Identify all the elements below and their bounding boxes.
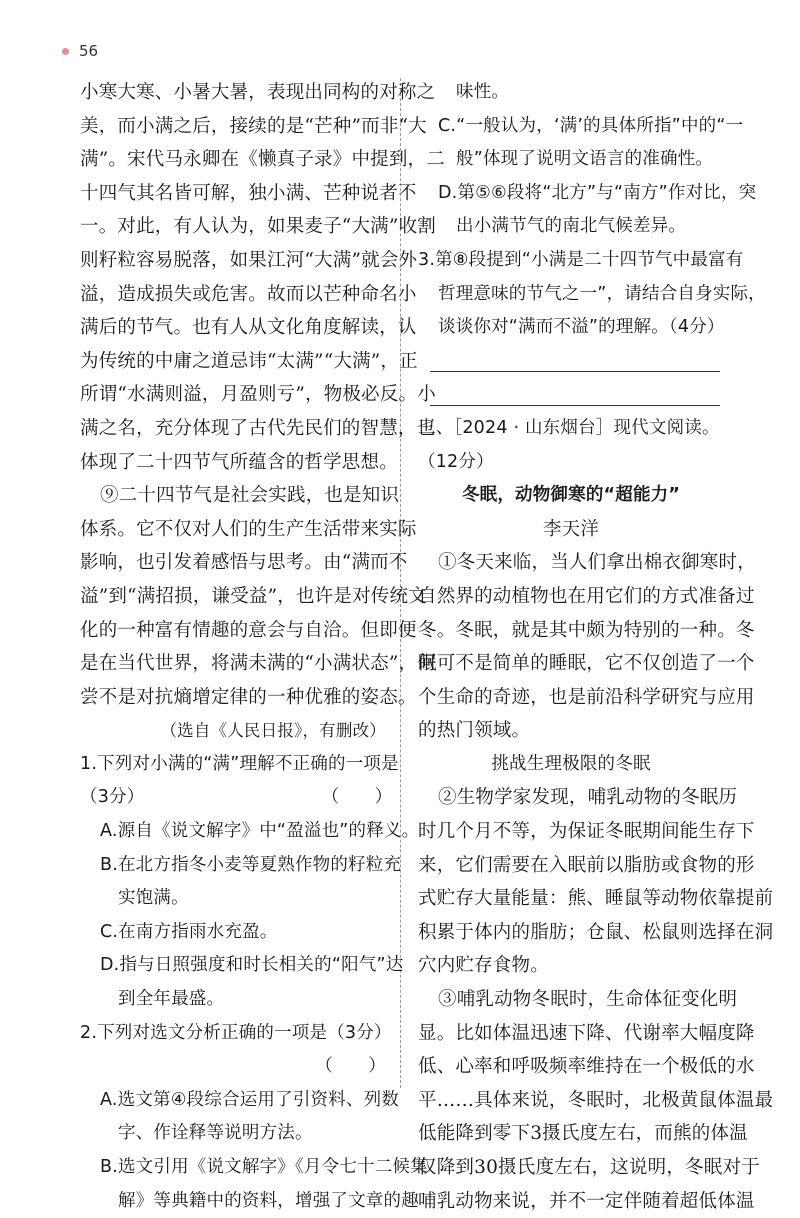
text-line: ⑨二十四节气是社会实践，也是知识: [100, 485, 400, 507]
text-line: 平……具体来说，冬眠时，北极黄鼠体温最: [418, 1089, 774, 1111]
text-line: B.在北方指冬小麦等夏熟作物的籽粒充: [100, 854, 402, 875]
page-number: 56: [79, 42, 99, 60]
text-line: 时几个月不等，为保证冬眠期间能生存下: [418, 821, 755, 843]
text-line: D.指与日照强度和时长相关的“阳气”达: [100, 955, 404, 976]
text-line: 3.第⑧段提到“小满是二十四节气中最富有: [418, 249, 744, 270]
text-line: 溢”到“满招损，谦受益”，也许是对传统文: [80, 585, 427, 607]
text-line: C.在南方指雨水充盈。: [100, 921, 278, 942]
text-line: （3分） （ ）: [80, 787, 393, 808]
text-line: 哲理意味的节气之一”，请结合自身实际，: [438, 283, 766, 304]
text-line: 般”体现了说明文语言的准确性。: [456, 149, 714, 170]
text-line: 十四气其名皆可解，独小满、芒种说者不: [80, 182, 417, 204]
text-line: 李天洋: [542, 518, 600, 540]
text-line: 谈谈你对“满而不溢”的理解。（4分）: [438, 317, 725, 338]
text-line: （选自《人民日报》，有删改）: [160, 721, 386, 741]
text-line: 个生命的奇迹，也是前沿科学研究与应用: [418, 686, 755, 708]
text-line: 冬。冬眠，就是其中颇为特别的一种。冬: [418, 619, 755, 641]
text-line: ②生物学家发现，哺乳动物的冬眠历: [438, 787, 738, 809]
text-line: 低、心率和呼吸频率维持在一个极低的水: [418, 1056, 755, 1078]
text-line: 低能降到零下3摄氏度左右，而熊的体温: [418, 1123, 748, 1145]
page-header: [62, 42, 98, 60]
text-line: 体系。它不仅对人们的生产生活带来实际: [80, 518, 417, 540]
text-line: 自然界的动植物也在用它们的方式准备过: [418, 585, 755, 607]
text-line: D.第⑤⑥段将“北方”与“南方”作对比，突: [438, 182, 757, 203]
text-line: 冬眠，动物御寒的“超能力”: [461, 485, 681, 506]
text-line: 来，它们需要在入眠前以脂肪或食物的形: [418, 854, 755, 876]
text-line: 眠可不是简单的睡眠，它不仅创造了一个: [418, 653, 755, 675]
text-line: 体现了二十四节气所蕴含的哲学思想。: [80, 451, 398, 473]
text-line: 是在当代世界，将满未满的“小满状态”，何: [80, 653, 436, 675]
text-line: C.“一般认为，‘满’的具体所指”中的“一: [438, 115, 744, 136]
text-line: 2.下列对选文分析正确的一项是（3分）: [80, 1022, 392, 1043]
text-line: 美，而小满之后，接续的是“芒种”而非“大: [80, 115, 427, 137]
text-line: 满之名，充分体现了古代先民们的智慧，也: [80, 417, 436, 439]
text-line: 哺乳动物来说，并不一定伴随着超低体温: [418, 1190, 755, 1212]
left-column: [80, 76, 445, 1218]
text-line: 穴内贮存食物。: [418, 955, 549, 977]
text-line: 显。比如体温迅速下降、代谢率大幅度降: [418, 1022, 755, 1044]
text-line: 尝不是对抗熵增定律的一种优雅的姿态。: [80, 686, 417, 708]
text-line: 的热门领域。: [418, 720, 531, 742]
text-line: 到全年最盛。: [118, 989, 225, 1010]
text-line: A.选文第④段综合运用了引资料、列数: [100, 1089, 400, 1110]
text-line: 小寒大寒、小暑大暑，表现出同构的对称之: [80, 82, 436, 103]
text-line: 味性。: [456, 82, 510, 102]
text-line: 满后的节气。也有人从文化角度解读，认: [80, 317, 417, 339]
text-line: 三、［2024 · 山东烟台］现代文阅读。: [418, 417, 720, 438]
text-line: 出小满节气的南北气候差异。: [456, 216, 687, 237]
text-line: B.选文引用《说文解字》《月令七十二候集: [100, 1157, 428, 1177]
text-line: 字、作诠释等说明方法。: [118, 1123, 313, 1144]
text-line: 满”。宋代马永卿在《懒真子录》中提到，二: [80, 149, 445, 171]
text-line: 影响，也引发着感悟与思考。由“满而不: [80, 552, 408, 574]
text-line: 一。对此，有人认为，如果麦子“大满”收割: [80, 216, 436, 238]
text-line: 式贮存大量能量：熊、睡鼠等动物依靠提前: [418, 888, 774, 910]
page-marker-dot: [62, 48, 69, 55]
text-line: 则籽粒容易脱落，如果江河“大满”就会外: [80, 249, 418, 271]
text-line: 溢，造成损失或危害。故而以芒种命名小: [80, 283, 417, 305]
text-line: ①冬天来临，当人们拿出棉衣御寒时，: [438, 552, 756, 574]
text-line: 仅降到30摄氏度左右，这说明，冬眠对于: [418, 1157, 760, 1178]
answer-blank-line[interactable]: [418, 345, 724, 379]
text-line: 积累于体内的脂肪；仓鼠、松鼠则选择在洞: [418, 921, 774, 943]
text-line: ③哺乳动物冬眠时，生命体征变化明: [438, 989, 738, 1011]
text-line: 所谓“水满则溢，月盈则亏”，物极必反。小: [80, 384, 436, 406]
text-line: （12分）: [418, 451, 494, 472]
answer-blank-line[interactable]: [418, 378, 724, 412]
text-line: A.源自《说文解字》中“盈溢也”的释义。: [100, 821, 420, 842]
text-line: 解》等典籍中的资料，增强了文章的趣: [118, 1190, 419, 1211]
text-line: 化的一种富有情趣的意会与自洽。但即便: [80, 619, 417, 641]
text-line: 为传统的中庸之道忌讳“太满”“大满”，正: [80, 350, 418, 372]
text-line: （ ）: [315, 1056, 386, 1077]
right-column: [418, 76, 774, 1218]
text-line: 挑战生理极限的冬眠: [491, 753, 651, 774]
text-line: 实饱满。: [118, 888, 189, 909]
text-line: 1.下列对小满的“满”理解不正确的一项是: [80, 753, 399, 774]
